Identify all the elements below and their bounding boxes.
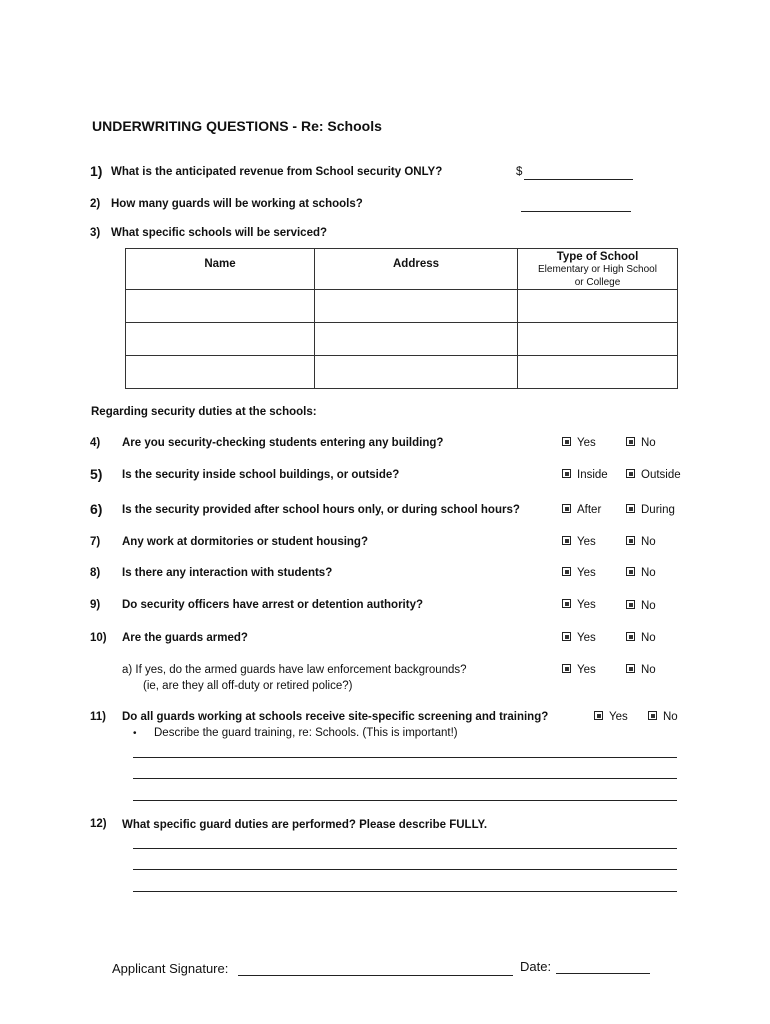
- table-row: [126, 290, 678, 323]
- checkbox-icon[interactable]: [626, 600, 635, 609]
- training-answer-line[interactable]: [133, 757, 677, 758]
- training-answer-line[interactable]: [133, 778, 677, 779]
- checkbox-icon[interactable]: [562, 599, 571, 608]
- address-cell[interactable]: [315, 290, 518, 323]
- revenue-dollar-sign: $: [516, 166, 523, 178]
- question-9-text: Do security officers have arrest or detention authority?: [122, 599, 423, 611]
- revenue-field[interactable]: [524, 179, 633, 180]
- q5-inside-option[interactable]: Inside: [562, 469, 608, 481]
- signature-label: Applicant Signature:: [112, 961, 229, 976]
- question-4-number: 4): [90, 437, 101, 449]
- q4-no-option[interactable]: No: [626, 437, 656, 449]
- question-10a-subtext: (ie, are they all off-duty or retired police?): [143, 680, 353, 692]
- guard-count-field[interactable]: [521, 211, 631, 212]
- question-11-number: 11): [90, 711, 106, 723]
- question-8-number: 8): [90, 567, 101, 579]
- question-7-text: Any work at dormitories or student housing?: [122, 536, 368, 548]
- checkbox-icon[interactable]: [626, 437, 635, 446]
- signature-field[interactable]: [238, 975, 513, 976]
- question-3-number: 3): [90, 227, 101, 239]
- date-field[interactable]: [556, 973, 650, 974]
- q8-no-option[interactable]: No: [626, 567, 656, 579]
- name-cell[interactable]: [126, 323, 315, 356]
- question-5-text: Is the security inside school buildings, or outside?: [122, 469, 400, 481]
- q9-no-option[interactable]: No: [626, 600, 656, 612]
- type-cell[interactable]: [518, 323, 678, 356]
- checkbox-icon[interactable]: [648, 711, 657, 720]
- duties-answer-line[interactable]: [133, 848, 677, 849]
- question-6-text: Is the security provided after school hours only, or during school hours?: [122, 504, 520, 516]
- q10a-yes-option[interactable]: Yes: [562, 664, 596, 676]
- q7-no-option[interactable]: No: [626, 536, 656, 548]
- q6-after-option[interactable]: After: [562, 504, 601, 516]
- address-cell[interactable]: [315, 323, 518, 356]
- q10a-no-option[interactable]: No: [626, 664, 656, 676]
- q10-no-option[interactable]: No: [626, 632, 656, 644]
- question-8-text: Is there any interaction with students?: [122, 567, 333, 579]
- bullet-icon: •: [133, 728, 137, 739]
- address-cell[interactable]: [315, 356, 518, 389]
- q6-during-option[interactable]: During: [626, 504, 675, 516]
- question-6-number: 6): [90, 501, 103, 517]
- checkbox-icon[interactable]: [626, 504, 635, 513]
- checkbox-icon[interactable]: [626, 469, 635, 478]
- question-11-note: Describe the guard training, re: Schools. (This is important!): [154, 727, 458, 739]
- checkbox-icon[interactable]: [626, 664, 635, 673]
- checkbox-icon[interactable]: [562, 567, 571, 576]
- question-12-number: 12): [90, 818, 107, 830]
- checkbox-icon[interactable]: [562, 469, 571, 478]
- type-cell[interactable]: [518, 290, 678, 323]
- type-cell[interactable]: [518, 356, 678, 389]
- q11-no-option[interactable]: No: [648, 711, 678, 723]
- checkbox-icon[interactable]: [594, 711, 603, 720]
- question-10-number: 10): [90, 632, 107, 644]
- page-title: UNDERWRITING QUESTIONS - Re: Schools: [92, 118, 382, 134]
- q10-yes-option[interactable]: Yes: [562, 632, 596, 644]
- question-3-text: What specific schools will be serviced?: [111, 227, 328, 239]
- table-header-name: Name: [126, 249, 315, 290]
- checkbox-icon[interactable]: [626, 632, 635, 641]
- q7-yes-option[interactable]: Yes: [562, 536, 596, 548]
- checkbox-icon[interactable]: [562, 632, 571, 641]
- question-11-text: Do all guards working at schools receive site-specific screening and training?: [122, 711, 549, 723]
- name-cell[interactable]: [126, 356, 315, 389]
- question-10a-text: a) If yes, do the armed guards have law enforcement backgrounds?: [122, 664, 467, 676]
- duties-answer-line[interactable]: [133, 869, 677, 870]
- question-1-text: What is the anticipated revenue from School security ONLY?: [111, 166, 443, 178]
- section-heading-regarding: Regarding security duties at the schools:: [91, 406, 317, 418]
- name-cell[interactable]: [126, 290, 315, 323]
- question-2-number: 2): [90, 198, 101, 210]
- question-1-number: 1): [90, 163, 103, 179]
- checkbox-icon[interactable]: [626, 567, 635, 576]
- checkbox-icon[interactable]: [626, 536, 635, 545]
- q8-yes-option[interactable]: Yes: [562, 567, 596, 579]
- q4-yes-option[interactable]: Yes: [562, 437, 596, 449]
- table-row: [126, 356, 678, 389]
- table-row: [126, 323, 678, 356]
- q9-yes-option[interactable]: Yes: [562, 599, 596, 611]
- date-label: Date:: [520, 959, 552, 974]
- checkbox-icon[interactable]: [562, 536, 571, 545]
- question-5-number: 5): [90, 466, 103, 482]
- question-9-number: 9): [90, 599, 101, 611]
- q5-outside-option[interactable]: Outside: [626, 469, 681, 481]
- question-10-text: Are the guards armed?: [122, 632, 248, 644]
- table-header-type: Type of School Elementary or High School or College: [518, 249, 678, 290]
- training-answer-line[interactable]: [133, 800, 677, 801]
- duties-answer-line[interactable]: [133, 891, 677, 892]
- schools-table: [125, 248, 678, 389]
- checkbox-icon[interactable]: [562, 504, 571, 513]
- checkbox-icon[interactable]: [562, 437, 571, 446]
- checkbox-icon[interactable]: [562, 664, 571, 673]
- q11-yes-option[interactable]: Yes: [594, 711, 628, 723]
- question-2-text: How many guards will be working at schools?: [111, 198, 363, 210]
- question-7-number: 7): [90, 536, 101, 548]
- question-4-text: Are you security-checking students entering any building?: [122, 437, 444, 449]
- question-12-text: What specific guard duties are performed? Please describe FULLY.: [122, 819, 488, 831]
- table-header-address: Address: [315, 249, 518, 290]
